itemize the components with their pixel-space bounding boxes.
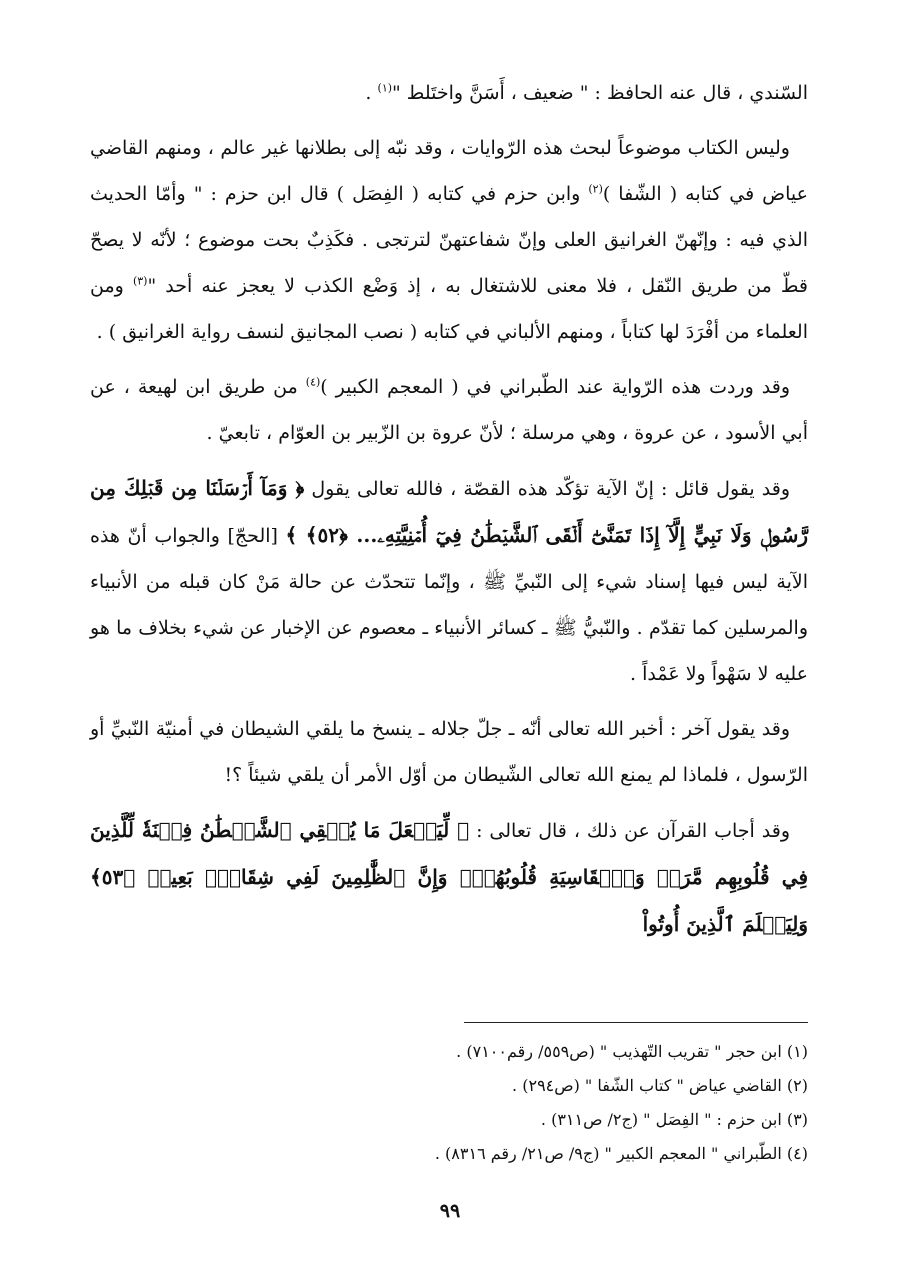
footnote-item: (٢) القاضي عياض " كتاب الشّفا " (ص٢٩٤) . [512, 1076, 808, 1095]
text-segment: وقد يقول آخر : أخبر الله تعالى أنّه ـ جلّ جلاله ـ ينسخ ما يلقي الشيطان في أمنيّة النّبيِّ أو الرّسول ، فلماذا لم يمنع الله تعالى الشّيطان من أوّل الأمر أن يلقي شيئاً ؟! [90, 718, 808, 786]
paragraph [90, 807, 808, 948]
text-segment: من طريق ابن لهيعة ، عن أبي الأسود ، عن عروة ، وهي مرسلة ؛ لأنّ عروة بن الزّبير بن العوّام ، تابعيّ . [90, 376, 808, 444]
footnote-item: (٣) ابن حزم : " الفِصَل " (ج٢/ ص٣١١) . [540, 1110, 808, 1129]
text-segment: وقد أجاب القرآن عن ذلك ، قال تعالى : [469, 820, 790, 842]
footnotes-list [200, 1035, 808, 1171]
text-segment: ومن العلماء من أفْرَدَ لها كتاباً ، ومنهم الألباني في كتابه ( نصب المجانيق لنسف رواية الغرانيق ) . [90, 275, 808, 343]
text-segment: [الحجّ] والجواب أنّ هذه الآية ليس فيها إسناد شيء إلى النّبيِّ ﷺ ، وإنّما تتحدّث عن حالة مَنْ كان قبله من الأنبياء والمرسلين كما تقدّم . والنّبيُّ ﷺ ـ كسائر الأنبياء ـ معصوم عن الإخبار عن شيء بخلاف ما هو عليه لا سَهْواً ولا عَمْداً . [90, 525, 808, 685]
text-segment: وقد وردت هذه الرّواية عند الطّبراني في ( المعجم الكبير ) [320, 376, 791, 398]
footnote-item: (٤) الطّبراني " المعجم الكبير " (ج٩/ ص٢١/ رقم ٨٣١٦) . [434, 1144, 808, 1163]
text-segment: وابن حزم في كتابه ( الفِصَل ) قال ابن حزم : " وأمّا الحديث الذي فيه : وإنّهنّ الغرانيق العلى وإنّ شفاعتهنّ لترتجى . فكَذِبٌ بحت موضوع ؛ لأنّه لا يصحّ قطّ من طريق النّقل ، فلا معنى للاشتغال به ، إذ وَضْع الكذب لا يعجز عنه أحد " [90, 183, 808, 297]
footnote-marker: (٢) [588, 182, 603, 196]
text-segment: . [365, 82, 378, 104]
footnote-marker: (٣) [132, 274, 148, 288]
paragraph [90, 465, 808, 697]
footnote-item: (١) ابن حجر " تقريب التّهذيب " (ص٥٥٩/ رقم٧١٠٠) . [456, 1042, 808, 1061]
footnote-separator [464, 1022, 808, 1023]
paragraph [90, 364, 808, 456]
paragraph [90, 70, 808, 116]
quran-verse: ﴿ وَمَآ أَرۡسَلۡنَا مِن قَبۡلِكَ مِن رَّسُولٖ وَلَا نَبِيٍّ إِلَّآ إِذَا تَمَنَّىٰٓ أَلۡقَى ٱلشَّيۡطَٰنُ فِيٓ أُمۡنِيَّتِهِۦ... ﴿٥٢﴾ ﴾ [90, 476, 809, 547]
footnote-marker: (١) [377, 81, 393, 95]
body-text [90, 70, 808, 957]
text-segment: وقد يقول قائل : إنّ الآية تؤكّد هذه القصّة ، فالله تعالى يقول [304, 478, 790, 500]
page-number: ٩٩ [439, 1200, 461, 1222]
quran-verse: ﴿ لِّيَجۡعَلَ مَا يُلۡقِي ٱلشَّيۡطَٰنُ فِتۡنَةٗ لِّلَّذِينَ فِي قُلُوبِهِم مَّرَضٞ وَٱلۡقَاسِيَةِ قُلُوبُهُمۡۗ وَإِنَّ ٱلظَّٰلِمِينَ لَفِي شِقَاقِۭ بَعِيدٖ ﴿٥٣﴾ وَلِيَعۡلَمَ ٱلَّذِينَ أُوتُواْ [90, 818, 808, 936]
text-segment: السّندي ، قال عنه الحافظ : " ضعيف ، أَسَنَّ واختَلط " [392, 82, 808, 104]
paragraph [90, 706, 808, 798]
text-segment: وليس الكتاب موضوعاً لبحث هذه الرّوايات ، وقد نبّه إلى بطلانها غير عالم ، ومنهم القاضي عياض في كتابه ( الشّفا ) [90, 137, 809, 205]
paragraph [90, 125, 808, 355]
footnote-marker: (٤) [305, 375, 321, 389]
